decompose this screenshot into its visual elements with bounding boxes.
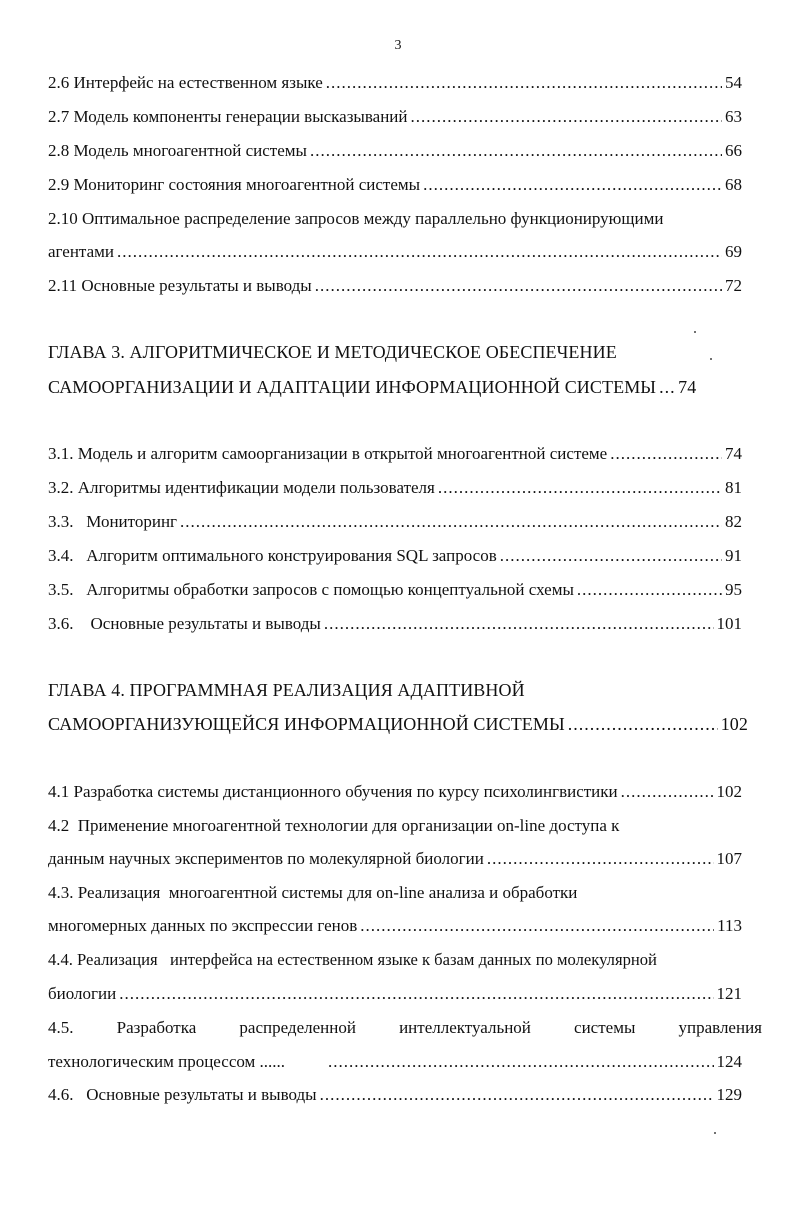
dot-leader <box>119 983 713 1005</box>
toc-word: системы <box>574 1018 636 1037</box>
dot-leader <box>577 579 722 601</box>
dot-leader <box>500 545 722 567</box>
toc-title: биологии <box>48 984 117 1003</box>
scan-speck <box>694 331 696 333</box>
toc-entry <box>48 915 742 937</box>
toc-title: 3.1. Модель и алгоритм самоорганизации в открытой многоагентной системе <box>48 444 608 463</box>
toc-title: 2.9 Мониторинг состояния многоагентной системы <box>48 175 421 194</box>
dot-leader <box>411 106 723 128</box>
toc-title: 3.3. Мониторинг <box>48 512 178 531</box>
toc-page: 63 <box>725 107 742 126</box>
toc-entry-line1: 2.10 Оптимальное распределение запросов между параллельно функционирующими <box>48 209 664 228</box>
toc-word: управления <box>678 1018 762 1037</box>
toc-entry-line1: 4.4. Реализация интерфейса на естественном языке к базам данных по молекулярной <box>48 950 657 969</box>
toc-title: данным научных экспериментов по молекулярной биологии <box>48 849 484 868</box>
toc-title: 2.8 Модель многоагентной системы <box>48 141 307 160</box>
toc-entry <box>48 140 742 162</box>
toc-entry <box>48 545 742 567</box>
chapter-heading: ГЛАВА 4. ПРОГРАММНАЯ РЕАЛИЗАЦИЯ АДАПТИВНОЙ <box>48 680 525 700</box>
toc-title: 4.6. Основные результаты и выводы <box>48 1085 317 1104</box>
toc-entry <box>48 511 742 533</box>
toc-title: 3.5. Алгоритмы обработки запросов с помощью концептуальной схемы <box>48 580 574 599</box>
toc-word: распределенной <box>239 1018 356 1037</box>
toc-title: 3.4. Алгоритм оптимального конструирования SQL запросов <box>48 546 497 565</box>
toc-entry-justified <box>48 1017 762 1039</box>
toc-title: 3.6. Основные результаты и выводы <box>48 614 321 633</box>
chapter-title: САМООРГАНИЗАЦИИ И АДАПТАЦИИ ИНФОРМАЦИОННОЙ СИСТЕМЫ <box>48 377 657 397</box>
toc-page: 69 <box>725 242 742 261</box>
toc-page: 54 <box>725 73 742 92</box>
dot-leader <box>659 375 675 399</box>
toc-word: Разработка <box>116 1018 197 1037</box>
dot-leader <box>324 613 714 635</box>
toc-title: 3.2. Алгоритмы идентификации модели пользователя <box>48 478 435 497</box>
dot-leader <box>610 443 722 465</box>
toc-page: 95 <box>725 580 742 599</box>
toc-title: 2.11 Основные результаты и выводы <box>48 276 312 295</box>
dot-leader <box>180 511 722 533</box>
toc-page: 74 <box>725 444 742 463</box>
dot-leader <box>326 72 722 94</box>
toc-page: 81 <box>725 478 742 497</box>
page-number: 3 <box>394 38 402 53</box>
toc-entry <box>48 241 742 263</box>
toc-entry <box>48 848 742 870</box>
toc-title: 2.6 Интерфейс на естественном языке <box>48 73 323 92</box>
toc-page: 66 <box>725 141 742 160</box>
toc-entry-line1: 4.3. Реализация многоагентной системы для on-line анализа и обработки <box>48 883 578 902</box>
toc-title: агентами <box>48 242 114 261</box>
dot-leader <box>621 781 714 803</box>
scan-speck <box>714 1132 716 1134</box>
toc-page: 101 <box>716 614 742 633</box>
toc-page: 102 <box>716 782 742 801</box>
toc-entry <box>48 275 742 297</box>
dot-leader <box>328 1051 713 1073</box>
toc-entry <box>48 983 742 1005</box>
toc-entry <box>48 106 742 128</box>
toc-entry <box>48 72 742 94</box>
dot-leader <box>568 712 718 736</box>
toc-entry <box>48 443 742 465</box>
toc-page: 82 <box>725 512 742 531</box>
toc-entry <box>48 613 742 635</box>
dot-leader <box>438 477 722 499</box>
toc-word: интеллектуальной <box>399 1018 531 1037</box>
toc-page: 72 <box>725 276 742 295</box>
dot-leader <box>117 241 722 263</box>
toc-title: технологическим процессом ...... <box>48 1052 286 1071</box>
toc-page: 113 <box>717 916 742 935</box>
toc-entry <box>48 477 742 499</box>
dot-leader <box>310 140 722 162</box>
dot-leader <box>360 915 714 937</box>
toc-title: 2.7 Модель компоненты генерации высказываний <box>48 107 408 126</box>
dot-leader <box>315 275 722 297</box>
toc-entry <box>48 174 742 196</box>
chapter-page: 74 <box>678 377 697 397</box>
chapter-heading-line2 <box>48 375 748 399</box>
dot-leader <box>423 174 722 196</box>
toc-page: 107 <box>716 849 742 868</box>
toc-entry <box>48 1084 742 1106</box>
toc-entry <box>48 781 742 803</box>
chapter-heading-line2 <box>48 712 748 736</box>
toc-page: 121 <box>716 984 742 1003</box>
toc-entry <box>48 579 742 601</box>
dot-leader <box>320 1084 714 1106</box>
toc-entry-line1: 4.2 Применение многоагентной технологии для организации on-line доступа к <box>48 816 620 835</box>
toc-page: 129 <box>716 1085 742 1104</box>
toc-entry <box>48 1051 742 1073</box>
chapter-title: САМООРГАНИЗУЮЩЕЙСЯ ИНФОРМАЦИОННОЙ СИСТЕМЫ <box>48 714 565 734</box>
scan-speck <box>710 358 712 360</box>
toc-page: 91 <box>725 546 742 565</box>
toc-page: 68 <box>725 175 742 194</box>
chapter-heading: ГЛАВА 3. АЛГОРИТМИЧЕСКОЕ И МЕТОДИЧЕСКОЕ ОБЕСПЕЧЕНИЕ <box>48 342 617 362</box>
chapter-page: 102 <box>720 714 748 734</box>
dot-leader <box>487 848 714 870</box>
toc-word: 4.5. <box>48 1018 74 1037</box>
toc-title: 4.1 Разработка системы дистанционного обучения по курсу психолингвистики <box>48 782 618 801</box>
toc-page: 124 <box>716 1052 742 1071</box>
toc-title: многомерных данных по экспрессии генов <box>48 916 358 935</box>
